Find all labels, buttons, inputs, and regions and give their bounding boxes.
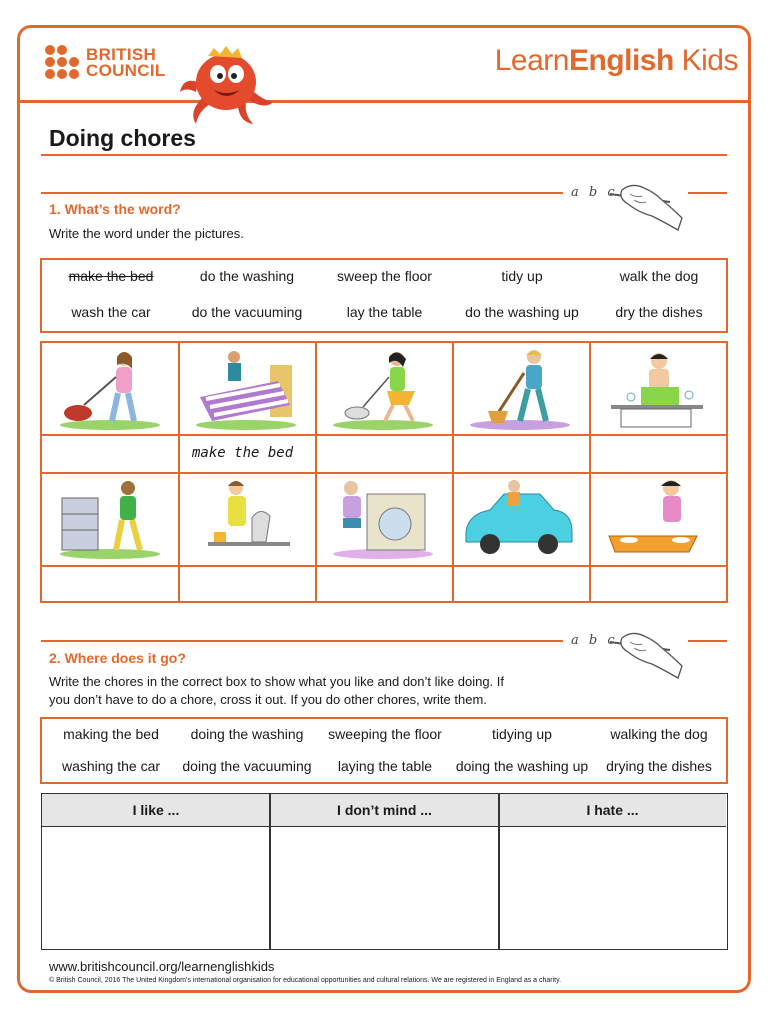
- lek-bold: English: [568, 44, 674, 77]
- word-bank-item: walking the dog: [610, 726, 708, 742]
- bc-logo-line1: BRITISH: [86, 44, 157, 64]
- word-bank-item: dry the dishes: [615, 304, 703, 320]
- word-bank-item: do the washing: [199, 268, 295, 284]
- writing-hand-icon: [608, 178, 686, 232]
- title-divider: [41, 154, 727, 156]
- section2-instruction-line1: Write the chores in the correct box to show what you like and don’t like doing. If: [49, 674, 504, 689]
- section2-abc: a b c: [571, 633, 618, 648]
- word-bank-item: walk the dog: [619, 268, 699, 284]
- word-bank-item: laying the table: [337, 758, 433, 774]
- word-bank-item: doing the washing: [190, 726, 304, 742]
- page-title: Doing chores: [49, 125, 196, 151]
- section1-divider-right: [688, 192, 727, 194]
- column-header-like: I like ...: [42, 794, 270, 827]
- word-bank-item: making the bed: [63, 726, 159, 742]
- word-bank-item: washing the car: [61, 758, 161, 774]
- word-bank-item: drying the dishes: [606, 758, 712, 774]
- section1-abc: a b c: [571, 185, 618, 200]
- british-council-logo: [45, 45, 166, 80]
- word-bank-item: sweep the floor: [337, 268, 432, 284]
- section1-heading: 1. What’s the word?: [49, 201, 181, 217]
- word-bank-item: do the vacuuming: [191, 304, 303, 320]
- section2-heading: 2. Where does it go?: [49, 650, 186, 666]
- lek-light: Learn: [494, 44, 569, 77]
- learnenglish-kids-logo: [495, 44, 738, 78]
- column-header-hate: I hate ...: [499, 794, 726, 827]
- octopus-mascot-icon: [178, 42, 278, 127]
- word-bank-item: tidy up: [501, 268, 543, 284]
- sweeping-floor-picture: [464, 347, 576, 431]
- word-bank-item: doing the washing up: [455, 758, 589, 774]
- word-bank-item: tidying up: [492, 726, 552, 742]
- vacuuming-picture: [54, 347, 166, 431]
- column-header-dont-mind: I don’t mind ...: [270, 794, 499, 827]
- section2-divider-right: [688, 640, 727, 642]
- doing-washing-picture: [327, 476, 439, 560]
- tidying-up-picture: [54, 476, 166, 560]
- bc-logo-line2: COUNCIL: [86, 60, 166, 80]
- example-answer: make the bed: [192, 445, 294, 461]
- word-bank-item: doing the vacuuming: [182, 758, 312, 774]
- word-bank-item: make the bed: [68, 268, 154, 284]
- word-bank-item: do the washing up: [465, 304, 579, 320]
- washing-up-picture: [601, 347, 713, 431]
- washing-car-picture: [464, 476, 576, 560]
- laying-table-picture: [601, 476, 713, 560]
- word-bank-item: lay the table: [346, 304, 423, 320]
- word-bank-item: sweeping the floor: [328, 726, 442, 742]
- drying-dishes-picture: [190, 476, 302, 560]
- section1-divider: [41, 192, 563, 194]
- preference-table: [41, 793, 728, 950]
- word-bank-item: wash the car: [71, 304, 151, 320]
- footer-copyright: © British Council, 2016 The United Kingdom’s international organisation for educational opportunities and cultural relations. We are registered in England as a charity.: [49, 977, 562, 984]
- footer-url: www.britishcouncil.org/learnenglishkids: [49, 959, 275, 974]
- making-bed-picture: [190, 347, 302, 431]
- section1-instruction: Write the word under the pictures.: [49, 226, 244, 241]
- lek-kids: Kids: [673, 44, 738, 77]
- section2-divider: [41, 640, 563, 642]
- section2-instruction-line2: you don’t have to do a chore, cross it out. If you do other chores, write them.: [49, 692, 487, 707]
- picture-grid: [40, 341, 728, 603]
- section2-word-bank: [40, 717, 728, 784]
- walking-dog-picture: [327, 347, 439, 431]
- british-council-dots-icon: [45, 45, 80, 80]
- writing-hand-icon: [608, 626, 686, 680]
- header-divider: [20, 100, 748, 103]
- section1-word-bank: [40, 258, 728, 333]
